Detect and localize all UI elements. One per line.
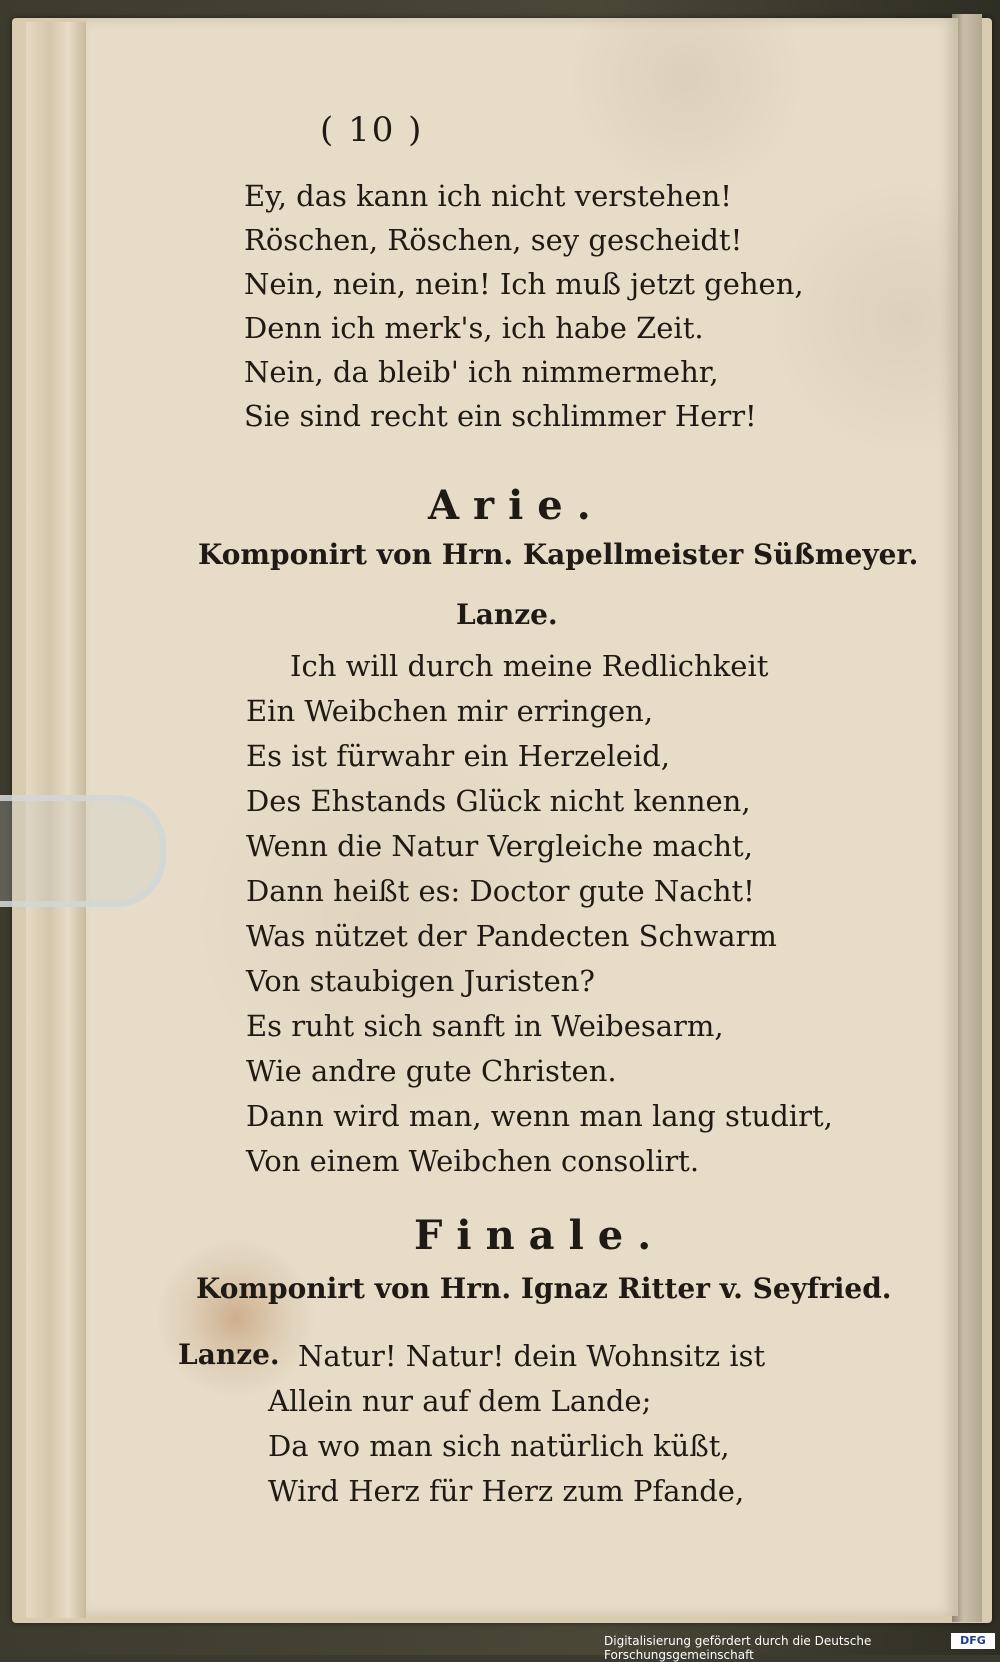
verse-line: Wenn die Natur Vergleiche macht, [246, 829, 753, 863]
verse-line: Denn ich merk's, ich habe Zeit. [244, 311, 704, 345]
verse-line: Von einem Weibchen consolirt. [246, 1144, 700, 1178]
verse-line: Ein Weibchen mir erringen, [246, 694, 654, 728]
section-heading-arie: Arie. [428, 482, 605, 529]
verse-line: Dann wird man, wenn man lang studirt, [246, 1099, 833, 1133]
verse-line: Des Ehstands Glück nicht kennen, [246, 784, 751, 818]
section-heading-finale: Finale. [414, 1212, 666, 1259]
page-number: ( 10 ) [320, 110, 424, 150]
composer-credit-finale: Komponirt von Hrn. Ignaz Ritter v. Seyfried. [196, 1272, 892, 1305]
verse-line: Ey, das kann ich nicht verstehen! [244, 179, 732, 213]
speaker-name: Lanze. [178, 1338, 280, 1371]
verse-line: Wie andre gute Christen. [246, 1054, 617, 1088]
verse-line: Nein, da bleib' ich nimmermehr, [244, 355, 719, 389]
verse-line: Nein, nein, nein! Ich muß jetzt gehen, [244, 267, 804, 301]
verse-line: Da wo man sich natürlich küßt, [268, 1429, 730, 1463]
dfg-logo: DFG [951, 1633, 995, 1649]
digitization-credit: Digitalisierung gefördert durch die Deutsche Forschungsgemeinschaft [604, 1634, 872, 1662]
verse-line: Sie sind recht ein schlimmer Herr! [244, 399, 757, 433]
speaker-name: Lanze. [456, 598, 558, 631]
verse-line: Wird Herz für Herz zum Pfande, [268, 1474, 745, 1508]
verse-line: Allein nur auf dem Lande; [268, 1384, 652, 1418]
composer-credit-arie: Komponirt von Hrn. Kapellmeister Süßmeyer. [198, 538, 919, 571]
verse-line: Es ruht sich sanft in Weibesarm, [246, 1009, 724, 1043]
verse-line: Ich will durch meine Redlichkeit [290, 649, 769, 683]
verse-line: Was nützet der Pandecten Schwarm [246, 919, 777, 953]
verse-line: Von staubigen Juristen? [246, 964, 595, 998]
verse-line: Röschen, Röschen, sey gescheidt! [244, 223, 743, 257]
page-holder-clip [0, 795, 166, 907]
verse-line: Es ist fürwahr ein Herzeleid, [246, 739, 671, 773]
verse-line: Natur! Natur! dein Wohnsitz ist [298, 1339, 766, 1373]
verse-line: Dann heißt es: Doctor gute Nacht! [246, 874, 755, 908]
